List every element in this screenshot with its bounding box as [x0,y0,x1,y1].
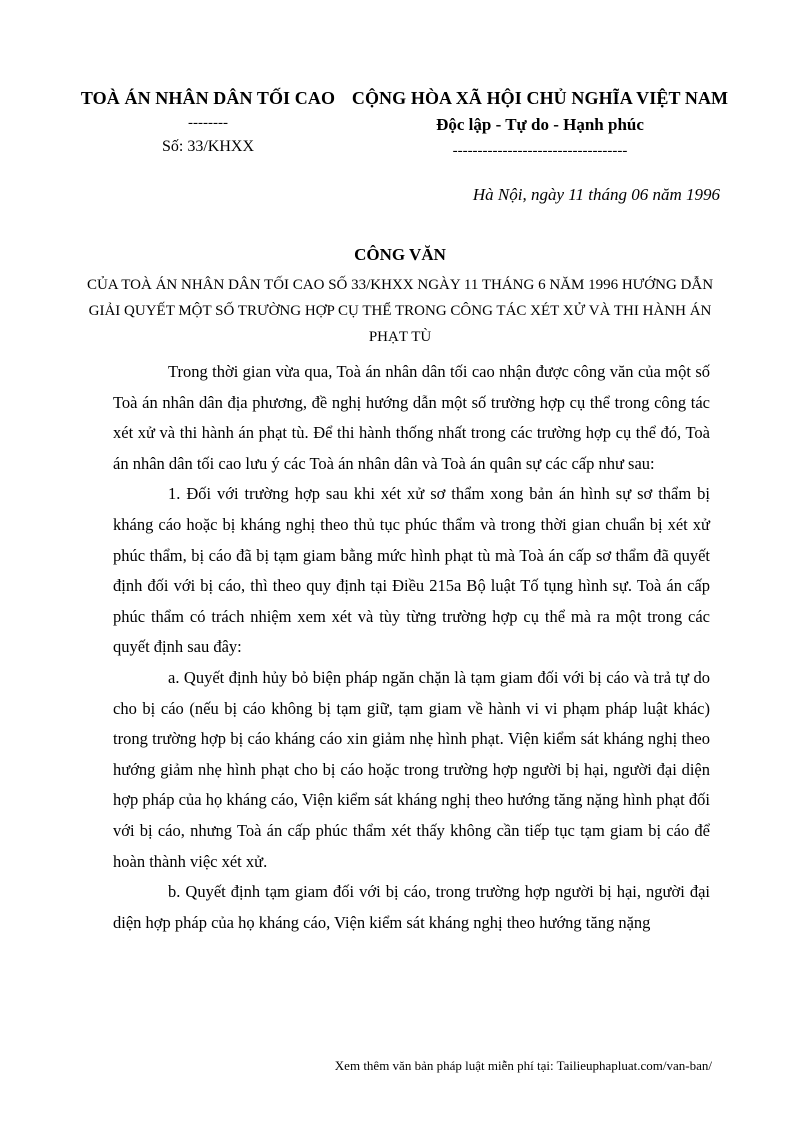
document-subject: CỦA TOÀ ÁN NHÂN DÂN TỐI CAO SỐ 33/KHXX NGÀY 11 THÁNG 6 NĂM 1996 HƯỚNG DẪN GIẢI QUYẾT MỘT SỐ TRƯỜNG HỢP CỤ THỂ TRONG CÔNG TÁC XÉT XỬ VÀ THI HÀNH ÁN PHẠT TÙ [86,277,714,345]
issuer-separator: -------- [188,115,228,131]
document-type: CÔNG VĂN [354,245,446,264]
motto-separator: ----------------------------------- [452,143,628,159]
body-paragraph: a. Quyết định hủy bỏ biện pháp ngăn chặn là tạm giam đối với bị cáo và trả tự do cho bị cáo (nếu bị cáo không bị tạm giữ, tạm giam về hành vi vi phạm pháp luật khác) trong trường hợp bị cáo kháng cáo xin giảm nhẹ hình phạt. Viện kiểm sát kháng nghị theo hướng giảm nhẹ hình phạt cho bị cáo hoặc trong trường hợp người bị hại, người đại diện hợp pháp của họ kháng cáo, Viện kiểm sát kháng nghị theo hướng tăng nặng hình phạt đối với bị cáo, nhưng Toà án cấp phúc thẩm xét thấy không cần tiếp tục tạm giam bị cáo để hoàn thành việc xét xử. [113,667,710,871]
issuer-name: TOÀ ÁN NHÂN DÂN TỐI CAO [80,88,336,108]
body-paragraph: b. Quyết định tạm giam đối với bị cáo, trong trường hợp người bị hại, người đại diện hợp pháp của họ kháng cáo, Viện kiểm sát kháng nghị theo hướng tăng nặng [113,882,710,932]
body-paragraph: Trong thời gian vừa qua, Toà án nhân dân tối cao nhận được công văn của một số Toà án nhân dân địa phương, đề nghị hướng dẫn một số trường hợp cụ thể trong công tác xét xử và thi hành án phạt tù. Để thi hành thống nhất trong các trường hợp cụ thể đó, Toà án nhân dân tối cao lưu ý các Toà án nhân dân và Toà án quân sự các cấp như sau: [113,362,710,473]
footer-link-text: Xem thêm văn bản pháp luật miễn phí tại: Tailieuphapluat.com/van-ban/ [334,1058,712,1073]
national-title-block [340,88,740,160]
document-number: Số: 33/KHXX [161,138,254,155]
document-body [113,357,710,938]
national-motto: Độc lập - Tự do - Hạnh phúc [436,115,644,134]
country-name: CỘNG HÒA XÃ HỘI CHỦ NGHĨA VIỆT NAM [351,88,729,108]
issuer-block [68,88,348,156]
document-date: Hà Nội, ngày 11 tháng 06 năm 1996 [472,185,720,204]
body-paragraph: 1. Đối với trường hợp sau khi xét xử sơ thẩm xong bản án hình sự sơ thẩm bị kháng cáo hoặc bị kháng nghị theo thủ tục phúc thẩm và trong thời gian chuẩn bị xét xử phúc thẩm, bị cáo đã bị tạm giam bằng mức hình phạt tù mà Toà án cấp sơ thẩm đã quyết định đối với bị cáo, thì theo quy định tại Điều 215a Bộ luật Tố tụng hình sự. Toà án cấp phúc thẩm có trách nhiệm xem xét và tùy từng trường hợp cụ thể mà ra một trong các quyết định sau đây: [113,484,710,657]
